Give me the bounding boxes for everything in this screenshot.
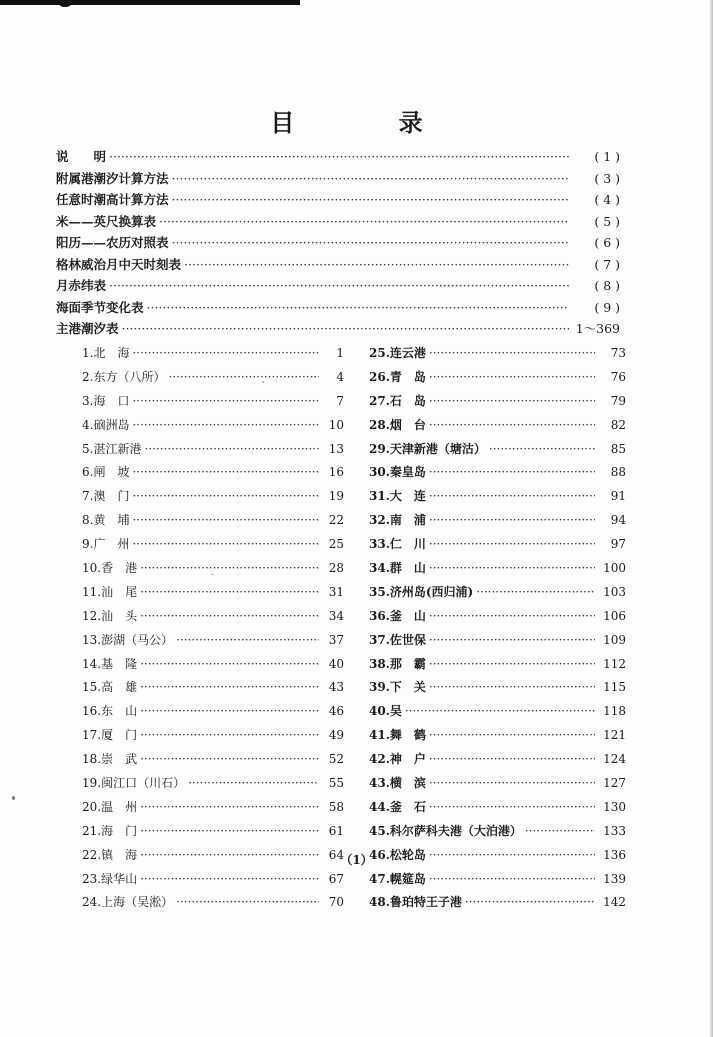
toc-entry-label: 14.基 隆: [82, 656, 138, 671]
toc-entry-page: 58: [328, 799, 344, 814]
dot-leader: [188, 776, 319, 790]
toc-entry-label: 12.汕 头: [82, 608, 138, 623]
scan-speck: [211, 574, 214, 575]
toc-entry-label: 6.闸 坡: [82, 465, 130, 480]
toc-entry-label: 5.湛江新港: [82, 441, 142, 456]
toc-entry-page: 1～369: [575, 321, 620, 336]
toc-entry: [82, 655, 344, 679]
toc-entry: [56, 190, 620, 212]
toc-entry-page: ( 3 ): [594, 170, 620, 186]
toc-entry-label: 43.横 滨: [369, 776, 426, 791]
toc-entry: [369, 583, 626, 607]
toc-entry: [369, 535, 626, 559]
toc-entry: [369, 607, 626, 631]
toc-entry-label: 23.绿华山: [82, 871, 138, 886]
toc-entry-page: ( 8 ): [594, 278, 620, 293]
toc-entry-label: 15.高 雄: [82, 680, 138, 695]
toc-entry-page: 97: [610, 537, 626, 552]
toc-entry-page: 61: [328, 823, 344, 838]
toc-entry-label: 31.大 连: [369, 489, 426, 504]
toc-entry: [369, 822, 626, 846]
toc-entry: [82, 893, 344, 917]
toc-entry-label: 26.青 岛: [369, 369, 426, 384]
toc-entry: [82, 368, 344, 392]
dot-leader: [429, 513, 595, 527]
toc-entry-page: 142: [603, 895, 626, 910]
toc-entry: [369, 750, 626, 774]
toc-entry-label: 44.釜 石: [369, 799, 426, 814]
dot-leader: [109, 149, 569, 164]
toc-entry-page: 31: [328, 584, 344, 599]
toc-entry-label: 21.海 门: [82, 823, 138, 838]
dot-leader: [140, 752, 319, 766]
toc-entry-page: 1: [336, 346, 344, 360]
toc-entry-label: 9.广 州: [82, 537, 130, 552]
toc-entry: [369, 774, 626, 798]
dot-leader: [132, 346, 319, 360]
toc-entry-page: 16: [328, 465, 344, 480]
dot-leader: [176, 633, 319, 647]
toc-entry-page: 109: [603, 632, 626, 647]
dot-leader: [429, 561, 595, 575]
toc-entry-page: ( 7 ): [594, 256, 620, 272]
toc-entry-label: 32.南 浦: [369, 513, 426, 528]
toc-entry-label: 38.那 霸: [369, 656, 426, 671]
dot-leader: [172, 192, 569, 207]
dot-leader: [429, 394, 595, 408]
toc-entry-page: 49: [328, 728, 344, 743]
toc-entry-page: 88: [610, 465, 626, 480]
toc-entry: [56, 147, 620, 169]
toc-entry-page: 100: [603, 561, 626, 576]
toc-entry: [369, 368, 626, 392]
scan-speck: [12, 796, 15, 800]
dot-leader: [140, 680, 319, 694]
toc-entry-label: 48.鲁珀特王子港: [369, 895, 462, 910]
dot-leader: [132, 394, 319, 408]
toc-entry: [82, 702, 344, 726]
toc-entry: [56, 233, 620, 255]
dot-leader: [429, 680, 595, 694]
toc-entry-page: 64: [328, 847, 344, 862]
toc-entry-label: 28.烟 台: [369, 417, 426, 432]
toc-entry: [82, 487, 344, 511]
toc-entry-page: 7: [336, 393, 344, 408]
toc-entry: [82, 798, 344, 822]
dot-leader: [147, 300, 569, 315]
toc-entry-label: 16.东 山: [82, 704, 138, 719]
toc-entry-label: 附属港潮汐计算方法: [56, 170, 169, 186]
dot-leader: [132, 489, 319, 503]
dot-leader: [405, 704, 595, 718]
toc-entry-page: 19: [328, 489, 344, 504]
toc-entry-page: 82: [610, 417, 626, 432]
toc-entry-page: 55: [328, 776, 344, 791]
dot-leader: [429, 633, 595, 647]
dot-leader: [489, 442, 595, 456]
dot-leader: [140, 704, 319, 718]
toc-entry-label: 10.香 港: [82, 561, 138, 576]
scan-top-border: [0, 0, 300, 5]
scan-right-edge: [709, 0, 713, 1037]
toc-entry: [82, 416, 344, 440]
toc-entry: [56, 255, 620, 277]
toc-entry-label: 39.下 关: [369, 680, 426, 695]
toc-entry: [369, 511, 626, 535]
toc-entry-label: 40.吴: [369, 704, 402, 719]
dot-leader: [476, 585, 595, 599]
toc-entry-label: 41.舞 鹤: [369, 728, 426, 743]
toc-entry-page: 85: [610, 441, 626, 456]
toc-entry-page: 25: [328, 537, 344, 552]
toc-entry: [369, 392, 626, 416]
dot-leader: [122, 321, 569, 336]
toc-entry-label: 25.连云港: [369, 346, 426, 360]
toc-entry-page: 94: [610, 513, 626, 528]
toc-entry: [369, 702, 626, 726]
dot-leader: [140, 585, 319, 599]
toc-entry: [369, 893, 626, 917]
dot-leader: [184, 257, 569, 272]
page-number: （1）: [340, 853, 373, 867]
toc-entry-page: 139: [603, 871, 626, 886]
toc-entry-page: 76: [610, 369, 626, 384]
toc-entry-label: 17.厦 门: [82, 728, 138, 743]
toc-entry-label: 7.澳 门: [82, 489, 130, 504]
toc-entry-label: 36.釜 山: [369, 608, 426, 623]
toc-entry-label: 3.海 口: [82, 393, 130, 408]
toc-entry: [56, 319, 620, 341]
toc-entry-page: 22: [328, 513, 344, 528]
toc-entry: [82, 463, 344, 487]
toc-entry: [56, 169, 620, 191]
toc-entry-label: 说 明: [56, 149, 107, 164]
toc-entry-page: 121: [603, 728, 626, 743]
toc-entry: [82, 344, 344, 368]
page-title: 目 录: [270, 108, 471, 137]
toc-entry-page: 4: [336, 369, 344, 384]
toc-entry-label: 海面季节变化表: [56, 299, 144, 315]
toc-entry-page: 103: [603, 584, 626, 599]
toc-entry-label: 34.群 山: [369, 561, 426, 576]
toc-entry: [56, 212, 620, 234]
toc-entry-label: 主港潮汐表: [56, 321, 119, 336]
dot-leader: [132, 465, 319, 479]
toc-entry-page: 28: [328, 561, 344, 576]
toc-entry-page: ( 9 ): [594, 299, 620, 315]
scan-speck: [262, 381, 264, 383]
toc-entry: [82, 870, 344, 894]
toc-entry: [369, 416, 626, 440]
dot-leader: [140, 800, 319, 814]
toc-entry-label: 8.黄 埔: [82, 513, 130, 528]
toc-entry-label: 月赤纬表: [56, 278, 107, 293]
dot-leader: [168, 370, 319, 384]
toc-entry-page: 106: [603, 608, 626, 623]
toc-entry: [82, 511, 344, 535]
toc-entry: [82, 607, 344, 631]
toc-entry: [82, 440, 344, 464]
dot-leader: [140, 872, 319, 886]
toc-entry: [82, 822, 344, 846]
toc-entry: [56, 298, 620, 320]
dot-leader: [429, 465, 595, 479]
toc-entry-label: 13.澎湖（马公）: [82, 632, 174, 647]
toc-entry-label: 18.崇 武: [82, 752, 138, 767]
toc-entry: [82, 750, 344, 774]
toc-entry-page: 91: [610, 489, 626, 504]
toc-entry: [82, 678, 344, 702]
toc-entry-page: 40: [328, 656, 344, 671]
toc-entry: [369, 463, 626, 487]
toc-entry: [369, 678, 626, 702]
toc-entry-label: 阳历——农历对照表: [56, 235, 169, 250]
dot-leader: [525, 824, 595, 838]
ports-column-left: [82, 344, 344, 917]
toc-entry-label: 37.佐世保: [369, 632, 426, 647]
toc-entry-label: 19.闽江口（川石）: [82, 776, 186, 791]
toc-entry-label: 格林威治月中天时刻表: [56, 256, 182, 272]
toc-entry: [369, 559, 626, 583]
toc-entry: [82, 726, 344, 750]
dot-leader: [429, 370, 595, 384]
toc-entry-page: 124: [603, 752, 626, 767]
toc-entry: [369, 655, 626, 679]
toc-entry-label: 35.济州岛(西归浦): [369, 584, 474, 599]
toc-entry: [82, 535, 344, 559]
toc-entry-page: 133: [603, 823, 626, 838]
dot-leader: [172, 171, 569, 186]
toc-entry: [369, 870, 626, 894]
scan-top-mark: [58, 0, 72, 7]
main-toc: [56, 147, 620, 341]
toc-entry: [369, 487, 626, 511]
toc-entry: [369, 798, 626, 822]
dot-leader: [429, 776, 595, 790]
dot-leader: [159, 214, 569, 229]
dot-leader: [429, 657, 595, 671]
dot-leader: [140, 824, 319, 838]
toc-entry-page: 46: [328, 704, 344, 719]
dot-leader: [429, 346, 595, 360]
toc-entry-label: 29.天津新港（塘沽）: [369, 441, 486, 456]
toc-entry-page: 79: [610, 393, 626, 408]
toc-entry-page: 136: [603, 847, 626, 862]
toc-entry-page: 115: [603, 680, 626, 695]
dot-leader: [429, 800, 595, 814]
dot-leader: [429, 728, 595, 742]
toc-entry-label: 任意时潮高计算方法: [56, 192, 169, 207]
toc-entry-label: 2.东方（八所）: [82, 369, 166, 384]
dot-leader: [465, 895, 595, 909]
toc-entry: [82, 559, 344, 583]
toc-entry-page: 73: [610, 346, 626, 360]
dot-leader: [140, 561, 319, 575]
dot-leader: [429, 752, 595, 766]
toc-entry-label: 22.镇 海: [82, 847, 138, 862]
dot-leader: [132, 513, 319, 527]
toc-entry-page: 67: [328, 871, 344, 886]
toc-entry-label: 30.秦皇岛: [369, 465, 426, 480]
dot-leader: [144, 442, 319, 456]
toc-entry: [82, 774, 344, 798]
dot-leader: [429, 489, 595, 503]
toc-entry-label: 46.松轮岛: [369, 847, 426, 862]
toc-entry-label: 24.上海（吴淞）: [82, 895, 174, 910]
toc-entry-label: 45.科尔萨科夫港（大泊港）: [369, 823, 522, 838]
toc-entry-label: 33.仁 川: [369, 537, 426, 552]
toc-entry-page: ( 6 ): [594, 235, 620, 250]
dot-leader: [172, 235, 569, 250]
toc-entry-page: 52: [328, 752, 344, 767]
dot-leader: [176, 895, 319, 909]
dot-leader: [140, 728, 319, 742]
toc-entry: [82, 631, 344, 655]
toc-entry-page: ( 5 ): [594, 213, 620, 229]
ports-column-right: [369, 344, 626, 917]
toc-entry-page: 37: [328, 632, 344, 647]
dot-leader: [132, 418, 319, 432]
toc-entry: [82, 583, 344, 607]
toc-entry: [369, 726, 626, 750]
toc-entry-page: 10: [328, 417, 344, 432]
toc-entry-page: 127: [603, 776, 626, 791]
toc-entry-page: 34: [328, 608, 344, 623]
dot-leader: [429, 609, 595, 623]
toc-entry-label: 42.神 户: [369, 752, 426, 767]
toc-entry: [369, 440, 626, 464]
dot-leader: [429, 872, 595, 886]
dot-leader: [140, 609, 319, 623]
dot-leader: [429, 418, 595, 432]
toc-entry-label: 米——英尺换算表: [56, 213, 157, 229]
toc-entry-page: ( 1 ): [594, 149, 620, 164]
toc-entry-page: 112: [603, 656, 626, 671]
dot-leader: [132, 537, 319, 551]
toc-entry-label: 20.温 州: [82, 799, 138, 814]
toc-entry-page: 118: [603, 704, 626, 719]
toc-entry: [369, 344, 626, 368]
toc-entry-page: ( 4 ): [594, 192, 620, 207]
toc-entry-label: 4.硇洲岛: [82, 417, 130, 432]
toc-entry-label: 11.汕 尾: [82, 584, 138, 599]
toc-entry-page: 130: [603, 799, 626, 814]
toc-entry: [56, 276, 620, 298]
toc-entry-label: 1.北 海: [82, 346, 130, 360]
toc-entry: [369, 631, 626, 655]
toc-entry: [82, 392, 344, 416]
dot-leader: [429, 537, 595, 551]
toc-entry-page: 70: [328, 895, 344, 910]
toc-entry-label: 47.幌筵岛: [369, 871, 426, 886]
dot-leader: [140, 657, 319, 671]
toc-entry-label: 27.石 岛: [369, 393, 426, 408]
toc-entry-page: 13: [328, 441, 344, 456]
toc-entry-page: 43: [328, 680, 344, 695]
dot-leader: [109, 278, 569, 293]
